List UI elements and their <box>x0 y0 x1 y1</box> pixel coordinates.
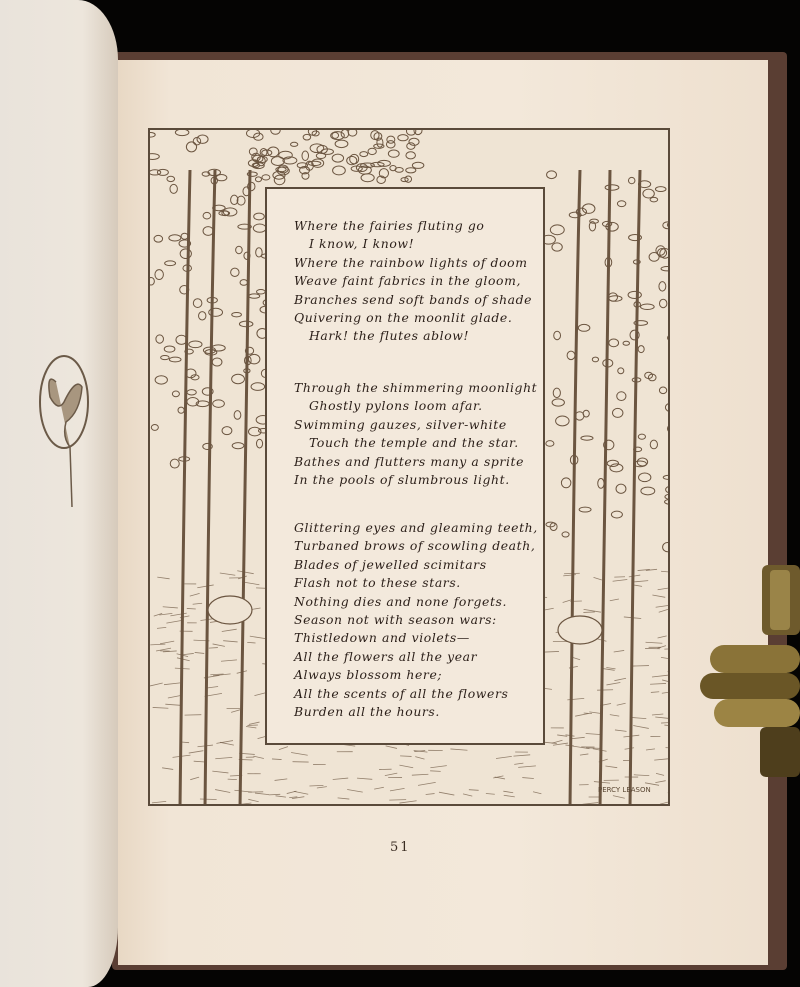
poem-line: Through the shimmering moonlight <box>294 380 538 395</box>
poem-line: Burden all the hours. <box>294 704 440 720</box>
poem-line: Branches send soft bands of shade <box>294 291 533 307</box>
poem-line: Where the fairies fluting go <box>294 218 485 233</box>
poem-line: Season not with season wars: <box>294 612 497 628</box>
poem-line: Hark! the flutes ablow! <box>309 328 470 344</box>
poem-line: Quivering on the moonlit glade. <box>294 310 513 326</box>
stanza-1 <box>294 217 532 346</box>
page-number: 51 <box>390 840 411 855</box>
fairy-vignette-icon <box>36 352 96 512</box>
poem-line: Thistledown and violets— <box>294 630 470 646</box>
poem-line: In the pools of slumbrous light. <box>294 472 510 488</box>
poem-line: Flash not to these stars. <box>294 575 461 591</box>
poem-line: Glittering eyes and gleaming teeth, <box>294 520 538 535</box>
poem-line: Turbaned brows of scowling death, <box>294 538 536 554</box>
poem-line: All the scents of all the flowers <box>294 685 509 701</box>
poem-line: Weave faint fabrics in the gloom, <box>294 273 521 289</box>
poem-line: Ghostly pylons loom afar. <box>309 398 483 414</box>
poem-line: Nothing dies and none forgets. <box>294 593 508 609</box>
stanza-3 <box>294 519 538 721</box>
poem-line: Blades of jewelled scimitars <box>294 556 487 572</box>
artist-signature: PERCY LEASON <box>598 786 651 794</box>
poem-panel <box>265 187 545 745</box>
poem-line: Bathes and flutters many a sprite <box>294 453 525 469</box>
poem-line: Where the rainbow lights of doom <box>294 254 528 270</box>
poem-line: All the flowers all the year <box>294 648 478 664</box>
stanza-2 <box>294 379 537 489</box>
poem-line: Touch the temple and the star. <box>309 435 519 451</box>
left-page <box>0 0 118 987</box>
poem-line: I know, I know! <box>309 236 415 252</box>
poem-line: Swimming gauzes, silver-white <box>294 416 507 432</box>
brass-clasp <box>700 565 800 785</box>
poem-line: Always blossom here; <box>294 667 443 683</box>
